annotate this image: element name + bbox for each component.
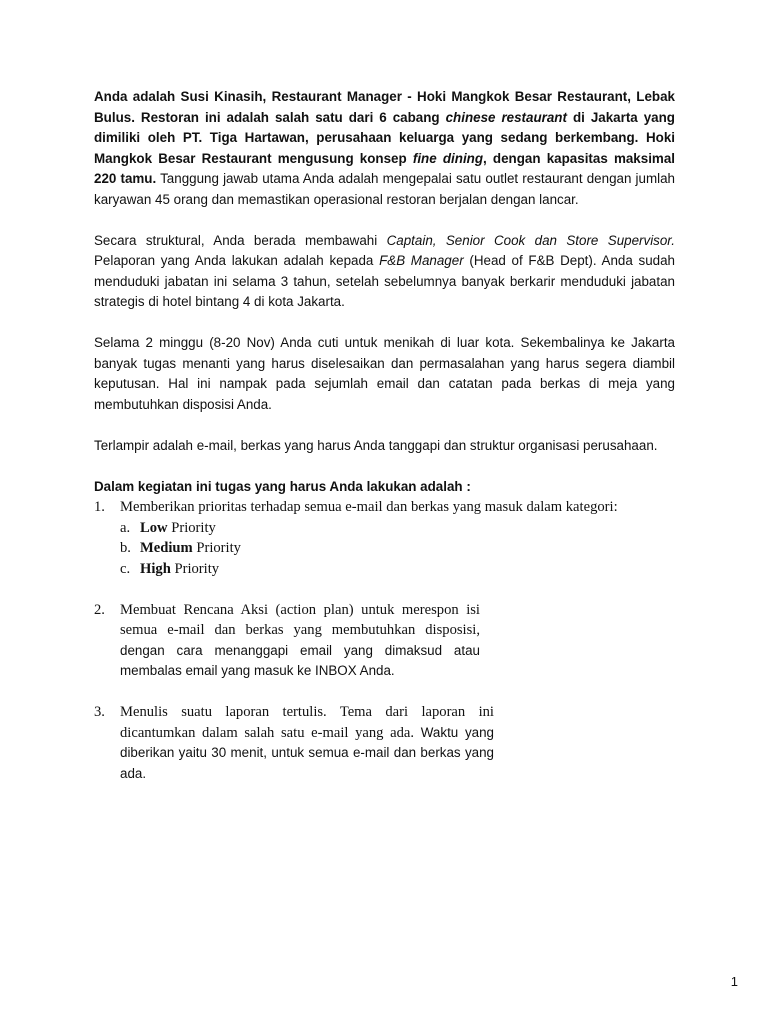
structure-paragraph [94, 231, 675, 313]
task-3-text [120, 702, 494, 784]
task-2-serif-text: Membuat Rencana Aksi (action plan) untuk merespon isi semua e-mail dan berkas yang membutuhkan disposisi, [120, 601, 480, 638]
leave-paragraph: Selama 2 minggu (8-20 Nov) Anda cuti untuk menikah di luar kota. Sekembalinya ke Jakarta banyak tugas menanti yang harus diselesaikan dan permasalahan yang harus segera diambil keputusan. Hal ini nampak pada sejumlah email dan catatan pada berkas di meja yang membutuhkan disposisi Anda. [94, 335, 675, 412]
task-3-number: 3. [94, 704, 105, 720]
task-3 [94, 702, 675, 784]
priority-letter: c. [120, 560, 131, 577]
task-3-sans-text: Waktu yang diberikan yaitu 30 menit, untuk semua e-mail dan berkas yang ada. [120, 724, 494, 781]
attachment-paragraph: Terlampir adalah e-mail, berkas yang harus Anda tanggapi dan struktur organisasi perusahaan. [94, 437, 658, 453]
priority-level: Medium [140, 540, 193, 556]
task-1-number: 1. [94, 499, 105, 515]
intro-italic-2: fine dining [412, 150, 484, 166]
structure-italic-2: F&B Manager [379, 253, 464, 268]
priority-suffix: Priority [170, 560, 220, 577]
page-number: 1 [730, 974, 738, 989]
task-3-serif-text: Menulis suatu laporan tertulis. Tema dari laporan ini dicantumkan dalam salah satu e-mail yang ada. [120, 704, 494, 741]
priority-suffix: Priority [167, 519, 216, 536]
intro-sentence-3: , dengan kapasitas maksimal 220 tamu. [94, 150, 675, 186]
tasks-heading: Dalam kegiatan ini tugas yang harus Anda lakukan adalah : [94, 478, 471, 494]
priority-level: Low [140, 519, 168, 536]
priority-item-low [120, 518, 675, 539]
task-2 [94, 600, 675, 682]
task-2-text [120, 600, 480, 682]
task-2-sans-text: dengan cara menanggapi email yang dimaksud atau membalas email yang masuk ke INBOX Anda. [120, 642, 480, 678]
structure-sentence-3: (Head of F&B Dept). Anda sudah menduduki jabatan ini selama 3 tahun, setelah sebelumnya banyak berkarir menduduki jabatan strategis di hotel bintang 4 di kota Jakarta. [94, 253, 675, 309]
structure-sentence-1: Secara struktural, Anda berada membawahi [94, 232, 387, 248]
task-2-number: 2. [94, 601, 105, 618]
intro-sentence-2: di Jakarta yang dimiliki oleh PT. Tiga Hartawan, perusahaan keluarga yang sedang berkembang. Hoki Mangkok Besar Restaurant mengusung konsep [94, 109, 675, 166]
priority-item-high [120, 559, 675, 580]
document-page [94, 87, 675, 784]
structure-italic-1: Captain, Senior Cook dan Store Supervisor. [386, 232, 675, 248]
intro-sentence-1: Anda adalah Susi Kinasih, Restaurant Manager - Hoki Mangkok Besar Restaurant, Lebak Bulus. Restoran ini adalah salah satu dari 6 cabang [94, 89, 675, 125]
task-1-text: Memberikan prioritas terhadap semua e-mail dan berkas yang masuk dalam kategori: [120, 499, 618, 515]
structure-sentence-2: Pelaporan yang Anda lakukan adalah kepada [94, 253, 380, 268]
intro-paragraph [94, 87, 675, 210]
priority-letter: a. [120, 519, 131, 536]
priority-item-medium [120, 538, 675, 559]
priority-level: High [140, 560, 171, 577]
priority-letter: b. [120, 540, 131, 556]
task-1 [94, 497, 675, 579]
intro-sentence-4: Tanggung jawab utama Anda adalah mengepalai satu outlet restaurant dengan jumlah karyawan 45 orang dan memastikan operasional restoran berjalan dengan lancar. [94, 171, 675, 207]
intro-italic-1: chinese restaurant [445, 109, 567, 125]
priority-suffix: Priority [192, 540, 241, 556]
